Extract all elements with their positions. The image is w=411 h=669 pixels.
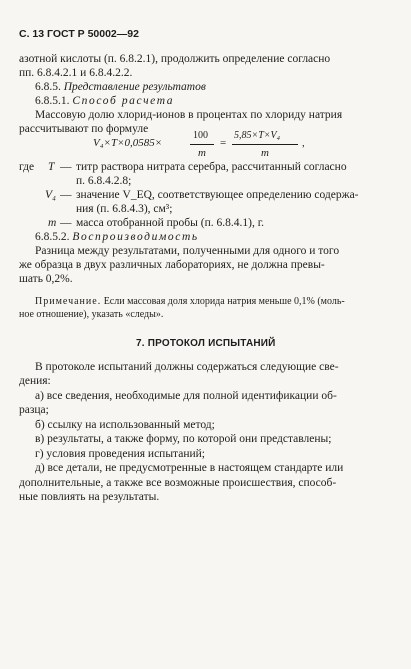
list-item: а) все сведения, необходимые для полной идентификации об- bbox=[35, 390, 337, 402]
section-6-8-5-2-heading bbox=[35, 231, 199, 244]
where-dash: — bbox=[60, 189, 72, 201]
formula-frac1-numerator: 100 bbox=[193, 130, 208, 141]
where-m-text: масса отобранной пробы (п. 6.8.4.1), г. bbox=[76, 217, 264, 229]
note-text: ное отношение), указать «следы». bbox=[19, 309, 164, 320]
section-number: 6.8.5. bbox=[35, 81, 61, 93]
where-dash: — bbox=[60, 217, 72, 229]
note-label: Примечание. bbox=[35, 296, 102, 307]
list-item: в) результаты, а также форму, по которой они представлены; bbox=[35, 433, 332, 445]
formula-frac1-line bbox=[190, 144, 214, 145]
body-line: Массовую долю хлорид-ионов в процентах по хлориду натрия bbox=[35, 109, 343, 121]
section-title: Представление результатов bbox=[63, 81, 206, 93]
formula-comma: , bbox=[302, 137, 305, 149]
where-dash: — bbox=[60, 161, 72, 173]
where-symbol-V4: V₄ bbox=[45, 189, 57, 201]
list-item: г) условия проведения испытаний; bbox=[35, 448, 205, 460]
note bbox=[35, 295, 345, 308]
note-text: Если массовая доля хлорида натрия меньше 0,1% (моль- bbox=[103, 296, 345, 307]
where-T-text: п. 6.8.4.2.8; bbox=[76, 175, 132, 187]
body-line: дения: bbox=[19, 375, 51, 387]
where-T-text: титр раствора нитрата серебра, рассчитанный согласно bbox=[76, 161, 347, 173]
where-symbol-m: m bbox=[48, 217, 57, 229]
body-line: Разница между результатами, полученными для одного и того bbox=[35, 245, 340, 257]
body-line: шать 0,2%. bbox=[19, 273, 73, 285]
list-item: разца; bbox=[19, 404, 49, 416]
list-item: дополнительные, а также все возможные происшествия, способ- bbox=[19, 477, 337, 489]
body-line: же образца в двух различных лабораториях, не должна превы- bbox=[19, 259, 325, 271]
section-number: 6.8.5.2. bbox=[35, 231, 70, 243]
body-line: В протоколе испытаний должны содержаться следующие све- bbox=[35, 361, 339, 373]
section-6-8-5-1-heading bbox=[35, 95, 174, 108]
where-V-text: значение V_EQ, соответствующее определению содержа- bbox=[76, 189, 359, 201]
list-item: б) ссылку на использованный метод; bbox=[35, 419, 215, 431]
list-item: ные повлиять на результаты. bbox=[19, 491, 160, 503]
body-line: азотной кислоты (п. 6.8.2.1), продолжить определение согласно bbox=[19, 53, 331, 65]
section-7-title: 7. ПРОТОКОЛ ИСПЫТАНИЙ bbox=[136, 338, 276, 349]
where-V-text: ния (п. 6.8.4.3), см³; bbox=[76, 203, 173, 215]
body-line: рассчитывают по формуле bbox=[19, 123, 149, 135]
formula-equals: = bbox=[220, 137, 227, 149]
section-title: Способ расчета bbox=[72, 95, 175, 107]
formula-frac2-numerator: 5,85×T×V₄ bbox=[234, 130, 281, 141]
where-word: где bbox=[19, 161, 35, 173]
section-number: 6.8.5.1. bbox=[35, 95, 70, 107]
formula-frac2-denominator: m bbox=[261, 147, 269, 159]
formula-lhs: V₄×T×0,0585× bbox=[93, 137, 163, 149]
formula-frac2-line bbox=[232, 144, 298, 145]
section-6-8-5-heading bbox=[35, 81, 206, 94]
where-symbol-T: T bbox=[48, 161, 55, 173]
page-header: С. 13 ГОСТ Р 50002—92 bbox=[19, 28, 139, 40]
section-title: Воспроизводимость bbox=[72, 231, 199, 243]
body-line: пп. 6.8.4.2.1 и 6.8.4.2.2. bbox=[19, 67, 133, 79]
list-item: д) все детали, не предусмотренные в настоящем стандарте или bbox=[35, 462, 344, 474]
formula-frac1-denominator: m bbox=[198, 147, 206, 159]
